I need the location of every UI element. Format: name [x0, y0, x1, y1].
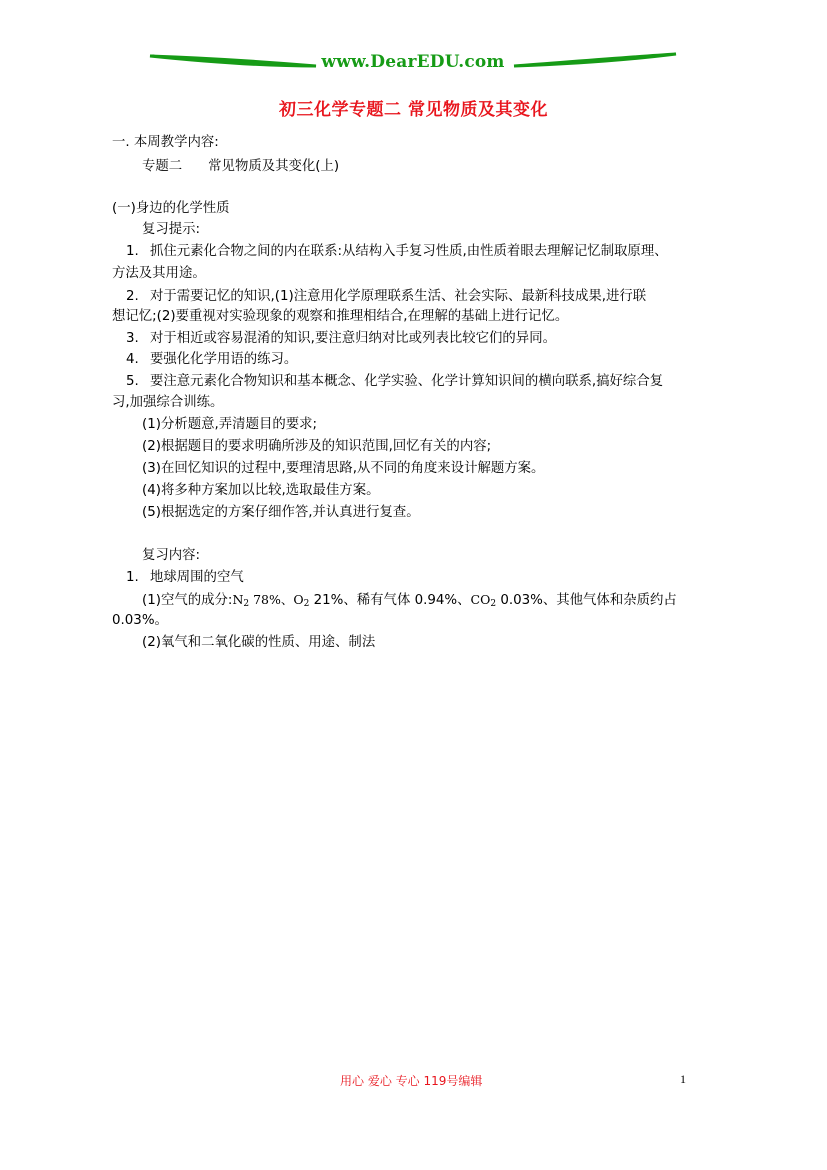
site-url: www.DearEDU.com [321, 52, 505, 72]
topic-line [142, 157, 339, 177]
list-item: 4. 要强化化学用语的练习。 [126, 352, 298, 367]
list-item: 1. 抓住元素化合物之间的内在联系:从结构入手复习性质,由性质着眼去理解记忆制取原理、 [126, 244, 668, 259]
subsection-heading: (一)身边的化学性质 [112, 201, 230, 216]
section-heading: 一. 本周教学内容: [112, 135, 219, 150]
list-item: 5. 要注意元素化合物知识和基本概念、化学实验、化学计算知识间的横向联系,搞好综合复 [126, 374, 664, 389]
list-item-continuation: 想记忆;(2)要重视对实验现象的观察和推理相结合,在理解的基础上进行记忆。 [112, 309, 569, 324]
hint-label: 复习提示: [142, 222, 201, 237]
review-label: 复习内容: [142, 548, 201, 563]
air-composition: (1)空气的成分$:N_2$ 78%、$O_2$ 21%、稀有气体 0.94%、$CO_2$ 0.03%、其他气体和杂质约占 [142, 592, 677, 609]
step-item: (5)根据选定的方案仔细作答,并认真进行复查。 [142, 505, 420, 520]
list-item-continuation: 方法及其用途。 [112, 266, 206, 281]
air-composition-continuation: 0.03%。 [112, 613, 168, 628]
review-item: 1. 地球周围的空气 [126, 570, 244, 585]
step-item: (1)分析题意,弄清题目的要求; [142, 417, 318, 432]
list-item: 2. 对于需要记忆的知识,(1)注意用化学原理联系生活、社会实际、最新科技成果,进行联 [126, 289, 647, 304]
step-item: (2)根据题目的要求明确所涉及的知识范围,回忆有关的内容; [142, 439, 492, 454]
list-item: 3. 对于相近或容易混淆的知识,要注意归纳对比或列表比较它们的异同。 [126, 331, 556, 346]
step-item: (4)将多种方案加以比较,选取最佳方案。 [142, 483, 380, 498]
list-item-continuation: 习,加强综合训练。 [112, 395, 224, 410]
page-title: 初三化学专题二 常见物质及其变化 [279, 100, 548, 120]
footer-text: 用心 爱心 专心 119号编辑 [340, 1074, 483, 1088]
step-item: (3)在回忆知识的过程中,要理清思路,从不同的角度来设计解题方案。 [142, 461, 545, 476]
topic-label: 专题二 [142, 159, 183, 174]
oxygen-co2-topic: (2)氧气和二氧化碳的性质、用途、制法 [142, 635, 376, 650]
site-banner [148, 48, 678, 78]
page-number: 1 [680, 1072, 686, 1086]
topic-text: 常见物质及其变化(上) [208, 159, 340, 174]
